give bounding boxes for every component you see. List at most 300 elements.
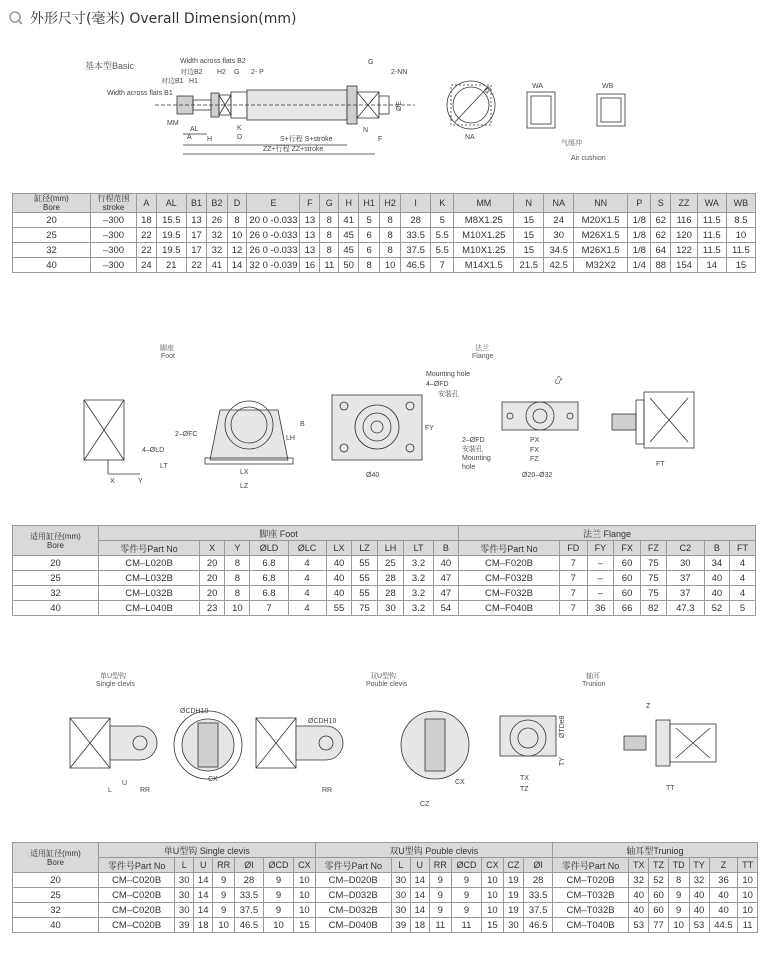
label-azk2: 安装孔 <box>462 446 483 453</box>
table-cell: 4 <box>730 586 756 601</box>
table-cell: 60 <box>614 586 641 601</box>
table-cell: CM–C020B <box>99 873 175 888</box>
table-cell: 60 <box>614 556 641 571</box>
table-cell: CM–L032B <box>99 571 200 586</box>
col-header: CX <box>294 858 315 873</box>
label-a: A <box>187 134 192 141</box>
table-row <box>13 601 756 616</box>
flange-caption-en: Flange <box>472 353 494 360</box>
table-cell: 42.5 <box>544 258 574 273</box>
table-cell: CM–L032B <box>99 586 200 601</box>
col-h2: H2 <box>380 194 401 213</box>
label-mh2b: hole <box>462 464 476 471</box>
table-cell: 14 <box>227 258 247 273</box>
table-cell: 6.8 <box>250 571 288 586</box>
label-f: F <box>378 136 383 143</box>
table-cell: –300 <box>91 258 137 273</box>
label-cushion-en: Air cushion <box>571 155 606 162</box>
table-cell: 75 <box>640 586 666 601</box>
label-wa: WA <box>532 83 544 90</box>
table-cell: 11 <box>738 918 758 933</box>
table-row <box>13 556 756 571</box>
col-header: ØLC <box>288 541 326 556</box>
col-e: E <box>247 194 300 213</box>
col-header: TX <box>629 858 649 873</box>
table-cell: 10 <box>482 903 503 918</box>
table-cell: 45 <box>339 243 359 258</box>
table-cell: 1/8 <box>628 213 651 228</box>
table-cell: 17 <box>186 243 206 258</box>
table-cell: 9 <box>213 873 235 888</box>
table-cell: 40 <box>704 571 729 586</box>
table-cell: M26X1.5 <box>574 228 628 243</box>
table-cell: 32 <box>207 243 227 258</box>
table-cell: 64 <box>651 243 671 258</box>
col-header: 零件号Part No <box>458 541 559 556</box>
table-cell: 10 <box>738 903 758 918</box>
table-cell: – <box>587 571 614 586</box>
table-cell: 9 <box>429 888 451 903</box>
table-cell: 37.5 <box>401 243 431 258</box>
table-cell: 22 <box>186 258 206 273</box>
table-cell: 33.5 <box>401 228 431 243</box>
col-h1: H1 <box>359 194 380 213</box>
table-cell: 62 <box>651 228 671 243</box>
col-a: A <box>137 194 157 213</box>
label-z: Z <box>646 703 651 710</box>
table-cell: 9 <box>263 873 293 888</box>
table-cell: CM–F020B <box>458 556 559 571</box>
table-cell: 13 <box>186 213 206 228</box>
table-row <box>13 228 756 243</box>
clevis-table-col-row <box>13 858 758 873</box>
label-n: N <box>363 127 369 134</box>
table-cell: 116 <box>671 213 698 228</box>
table-row <box>13 918 758 933</box>
table-cell: 13 <box>300 243 320 258</box>
col-wb: WB <box>726 194 755 213</box>
label-na: NA <box>465 134 475 141</box>
col-mm: MM <box>454 194 514 213</box>
table-cell: 40 <box>13 601 99 616</box>
table-cell: 1/8 <box>628 228 651 243</box>
trun-caption-en: Trunion <box>582 681 606 688</box>
col-header: TD <box>668 858 689 873</box>
table-cell: 11.5 <box>697 228 726 243</box>
table-cell: 40 <box>629 888 649 903</box>
label-rr: RR <box>140 787 151 794</box>
label-mm: MM <box>167 120 179 127</box>
label-tz: TZ <box>520 786 529 793</box>
table-cell: 40 <box>709 888 738 903</box>
table-cell: 28 <box>524 873 553 888</box>
col-header: ØCD <box>263 858 293 873</box>
table-cell: 9 <box>451 888 481 903</box>
table-cell: 30 <box>391 888 410 903</box>
col-header: LT <box>404 541 433 556</box>
col-header: U <box>410 858 429 873</box>
table-cell: CM–C020B <box>99 918 175 933</box>
table-cell: 20 <box>13 213 91 228</box>
table-cell: M20X1.5 <box>574 213 628 228</box>
label-mh: Mounting hole <box>426 371 470 378</box>
table-cell: 30 <box>544 228 574 243</box>
label-cx: CX <box>208 776 218 783</box>
table-cell: 55 <box>352 571 377 586</box>
table-cell: 23 <box>200 601 225 616</box>
table-cell: 8 <box>359 258 380 273</box>
basic-dimension-table <box>12 193 756 273</box>
col-nn: NN <box>574 194 628 213</box>
table-cell: CM–D032B <box>315 888 391 903</box>
foot-caption-cn: 脚座 <box>160 345 174 352</box>
table-cell: 40 <box>326 556 352 571</box>
table-cell: 82 <box>640 601 666 616</box>
label-tt: TT <box>666 785 675 792</box>
table-cell: CM–C020B <box>99 888 175 903</box>
label-ty: TY <box>559 757 566 766</box>
table-cell: 22 <box>137 228 157 243</box>
basic-drawing <box>85 50 765 180</box>
table-cell: 11 <box>451 918 481 933</box>
table-cell: 15.5 <box>156 213 186 228</box>
table-cell: 9 <box>429 903 451 918</box>
table-cell: CM–T032B <box>552 903 628 918</box>
col-header: C2 <box>666 541 704 556</box>
table-cell: 10 <box>294 903 315 918</box>
table-cell: 30 <box>175 873 194 888</box>
label-c2: C2 <box>553 375 565 387</box>
table-cell: – <box>587 586 614 601</box>
table-cell: 10 <box>738 873 758 888</box>
table-cell: CM–L040B <box>99 601 200 616</box>
table-cell: 37.5 <box>235 903 264 918</box>
trun-group-header: 轴耳型Truniog <box>552 843 757 858</box>
col-header: TY <box>689 858 709 873</box>
table-cell: 14 <box>410 873 429 888</box>
table-cell: 75 <box>640 571 666 586</box>
table-cell: 32 <box>13 586 99 601</box>
table-cell: 77 <box>649 918 669 933</box>
table-cell: 32 <box>13 243 91 258</box>
col-header: TZ <box>649 858 669 873</box>
mount-table <box>12 525 756 616</box>
table-cell: 6 <box>359 243 380 258</box>
table-row <box>13 873 758 888</box>
table-cell: 18 <box>410 918 429 933</box>
table-cell: – <box>587 556 614 571</box>
foot-front-body <box>210 410 288 460</box>
table-cell: 25 <box>377 556 404 571</box>
table-cell: –300 <box>91 228 137 243</box>
flange-group-header: 法兰 Flange <box>458 526 755 541</box>
table-cell: 8 <box>225 556 250 571</box>
col-header: X <box>200 541 225 556</box>
table-cell: 36 <box>709 873 738 888</box>
table-cell: 11.5 <box>697 213 726 228</box>
label-ft: FT <box>656 461 665 468</box>
label-cx-2: CX <box>455 779 465 786</box>
table-cell: 10 <box>482 888 503 903</box>
table-cell: 15 <box>514 243 544 258</box>
table-row <box>13 571 756 586</box>
table-cell: 30 <box>503 918 524 933</box>
table-cell: 62 <box>651 213 671 228</box>
col-bore: 适用缸径(mm) Bore <box>13 526 99 556</box>
table-cell: 10 <box>380 258 401 273</box>
table-cell: 7 <box>560 586 587 601</box>
table-cell: 3.2 <box>404 556 433 571</box>
col-header: LH <box>377 541 404 556</box>
table-cell: 30 <box>377 601 404 616</box>
table-cell: 6 <box>359 228 380 243</box>
table-cell: 15 <box>294 918 315 933</box>
page-title: 外形尺寸(毫米) Overall Dimension(mm) <box>30 11 297 27</box>
label-lt: LT <box>160 463 168 470</box>
label-cz: CZ <box>420 801 430 808</box>
trunion-front <box>500 716 556 756</box>
col-header: U <box>194 858 213 873</box>
col-header: ØI <box>235 858 264 873</box>
table-cell: 18 <box>137 213 157 228</box>
table-cell: 13 <box>300 213 320 228</box>
table-cell: 32 <box>689 873 709 888</box>
page-header <box>8 8 296 28</box>
table-cell: 120 <box>671 228 698 243</box>
col-header: L <box>175 858 194 873</box>
table-cell: 4 <box>730 571 756 586</box>
col-k: K <box>431 194 454 213</box>
table-row <box>13 213 756 228</box>
single-caption-en: Single clevis <box>96 681 135 688</box>
table-cell: 4 <box>288 556 326 571</box>
table-cell: 5 <box>730 601 756 616</box>
table-cell: 7 <box>431 258 454 273</box>
table-cell: 11 <box>429 918 451 933</box>
table-cell: 40 <box>433 556 458 571</box>
table-cell: 39 <box>175 918 194 933</box>
table-cell: 40 <box>13 258 91 273</box>
table-cell: 21 <box>156 258 186 273</box>
table-cell: 5 <box>431 213 454 228</box>
single-group-header: 单U型钩 Single clevis <box>99 843 316 858</box>
table-cell: 8 <box>668 873 689 888</box>
table-cell: 5.5 <box>431 243 454 258</box>
table-cell: 9 <box>213 903 235 918</box>
table-cell: 30 <box>391 873 410 888</box>
small-flange-body <box>502 402 578 430</box>
col-header: 零件号Part No <box>552 858 628 873</box>
table-cell: 37 <box>666 571 704 586</box>
table-cell: 75 <box>352 601 377 616</box>
table-cell: CM–T020B <box>552 873 628 888</box>
table-cell: 32 <box>207 228 227 243</box>
col-header: B <box>433 541 458 556</box>
table-cell: M26X1.5 <box>574 243 628 258</box>
table-cell: 13 <box>300 228 320 243</box>
table-cell: 41 <box>339 213 359 228</box>
table-cell: 19.5 <box>156 228 186 243</box>
table-cell: CM–T040B <box>552 918 628 933</box>
table-cell: 8 <box>225 586 250 601</box>
table-cell: 8 <box>380 243 401 258</box>
table-cell: CM–T032B <box>552 888 628 903</box>
label-azk: 安装孔 <box>438 391 459 398</box>
col-header: 零件号Part No <box>315 858 391 873</box>
col-header: FX <box>614 541 641 556</box>
table-cell: 66 <box>614 601 641 616</box>
table-cell: CM–F032B <box>458 586 559 601</box>
table-cell: 45 <box>339 228 359 243</box>
label-b2cn: 对边B2 <box>180 69 203 76</box>
table-cell: 4 <box>730 556 756 571</box>
table-cell: –300 <box>91 213 137 228</box>
table-cell: 19 <box>503 888 524 903</box>
label-zz: ZZ+行程 ZZ+stroke <box>263 146 324 153</box>
table-cell: 40 <box>689 888 709 903</box>
col-n: N <box>514 194 544 213</box>
table-cell: M10X1.25 <box>454 228 514 243</box>
label-g2: G <box>368 59 374 66</box>
basic-table-body <box>13 213 756 273</box>
table-cell: 12 <box>227 243 247 258</box>
table-cell: 32 <box>629 873 649 888</box>
table-cell: 37 <box>666 586 704 601</box>
table-row <box>13 243 756 258</box>
table-cell: M14X1.5 <box>454 258 514 273</box>
label-k: K <box>237 125 242 132</box>
col-stroke: 行程范围 stroke <box>91 194 137 213</box>
table-cell: 14 <box>697 258 726 273</box>
table-header-row <box>13 194 756 213</box>
mount-drawing <box>60 340 760 490</box>
label-fd4: 4–ØFD <box>426 381 449 388</box>
label-e: ØE <box>396 100 403 111</box>
table-cell: 55 <box>326 601 352 616</box>
flange-caption-cn: 法兰 <box>475 345 489 352</box>
col-f: F <box>300 194 320 213</box>
label-tdf8: ØTDe8 <box>559 715 566 738</box>
table-cell: 8 <box>380 228 401 243</box>
table-cell: 24 <box>544 213 574 228</box>
table-cell: –300 <box>91 243 137 258</box>
table-cell: 44.5 <box>709 918 738 933</box>
col-header: RR <box>429 858 451 873</box>
table-cell: 25 <box>13 571 99 586</box>
col-g: G <box>320 194 339 213</box>
foot-group-header: 脚座 Foot <box>99 526 459 541</box>
label-x: X <box>110 478 115 485</box>
table-cell: 19 <box>503 903 524 918</box>
table-cell: CM–D032B <box>315 903 391 918</box>
table-cell: 14 <box>194 888 213 903</box>
col-header: L <box>391 858 410 873</box>
table-cell: 40 <box>326 586 352 601</box>
label-fy: FY <box>425 425 434 432</box>
table-cell: 9 <box>429 873 451 888</box>
table-cell: 30 <box>175 888 194 903</box>
table-cell: 36 <box>587 601 614 616</box>
col-p: P <box>628 194 651 213</box>
label-fd2: 2–ØFD <box>462 437 485 444</box>
table-cell: 47 <box>433 571 458 586</box>
col-header: FZ <box>640 541 666 556</box>
col-header: ØI <box>524 858 553 873</box>
col-header: Z <box>709 858 738 873</box>
table-cell: 20 <box>13 873 99 888</box>
table-cell: 37.5 <box>524 903 553 918</box>
table-cell: 15 <box>726 258 755 273</box>
label-h1: H1 <box>189 78 198 85</box>
label-y: Y <box>138 478 143 485</box>
clevis-drawing <box>60 668 760 810</box>
basic-label: 基本型Basic <box>85 61 135 71</box>
label-cushion-cn: 气缓冲 <box>561 140 582 147</box>
label-lx: LX <box>240 469 249 476</box>
table-cell: 30 <box>175 903 194 918</box>
col-zz: ZZ <box>671 194 698 213</box>
table-cell: 60 <box>649 888 669 903</box>
table-cell: 28 <box>377 586 404 601</box>
table-cell: 3.2 <box>404 601 433 616</box>
table-cell: 3.2 <box>404 571 433 586</box>
table-cell: 8 <box>320 213 339 228</box>
magnifier-icon <box>8 10 24 26</box>
col-header: CX <box>482 858 503 873</box>
col-header: ØLD <box>250 541 288 556</box>
table-cell: 7 <box>250 601 288 616</box>
table-cell: 19 <box>503 873 524 888</box>
table-cell: 46.5 <box>524 918 553 933</box>
label-rr-2: RR <box>322 787 333 794</box>
table-cell: 15 <box>514 228 544 243</box>
table-cell: CM–L020B <box>99 556 200 571</box>
label-mh2a: Mounting <box>462 455 491 462</box>
table-cell: 14 <box>410 903 429 918</box>
col-header: 零件号Part No <box>99 541 200 556</box>
label-d: D <box>237 134 243 141</box>
table-cell: 26 0 -0.033 <box>247 228 300 243</box>
col-h: H <box>339 194 359 213</box>
table-cell: 122 <box>671 243 698 258</box>
label-wab2: Width across flats B2 <box>180 58 246 65</box>
table-cell: 9 <box>263 888 293 903</box>
table-cell: 9 <box>263 903 293 918</box>
table-cell: 47 <box>433 586 458 601</box>
clevis-table-body <box>13 873 758 933</box>
table-cell: 32 0 -0.039 <box>247 258 300 273</box>
table-cell: 6.8 <box>250 586 288 601</box>
label-nn: 2-NN <box>391 69 408 76</box>
label-tx: TX <box>520 775 529 782</box>
table-cell: 52 <box>649 873 669 888</box>
table-cell: 7 <box>560 556 587 571</box>
table-cell: 9 <box>668 903 689 918</box>
table-cell: 17 <box>186 228 206 243</box>
table-cell: CM–D040B <box>315 918 391 933</box>
table-cell: 40 <box>13 918 99 933</box>
table-cell: 53 <box>689 918 709 933</box>
col-b2: B2 <box>207 194 227 213</box>
table-cell: 25 <box>13 228 91 243</box>
table-cell: 11.5 <box>697 243 726 258</box>
col-b1: B1 <box>186 194 206 213</box>
label-lz: LZ <box>240 483 249 490</box>
table-cell: 9 <box>213 888 235 903</box>
table-cell: 16 <box>300 258 320 273</box>
table-cell: 30 <box>666 556 704 571</box>
label-p: 2- P <box>251 69 264 76</box>
